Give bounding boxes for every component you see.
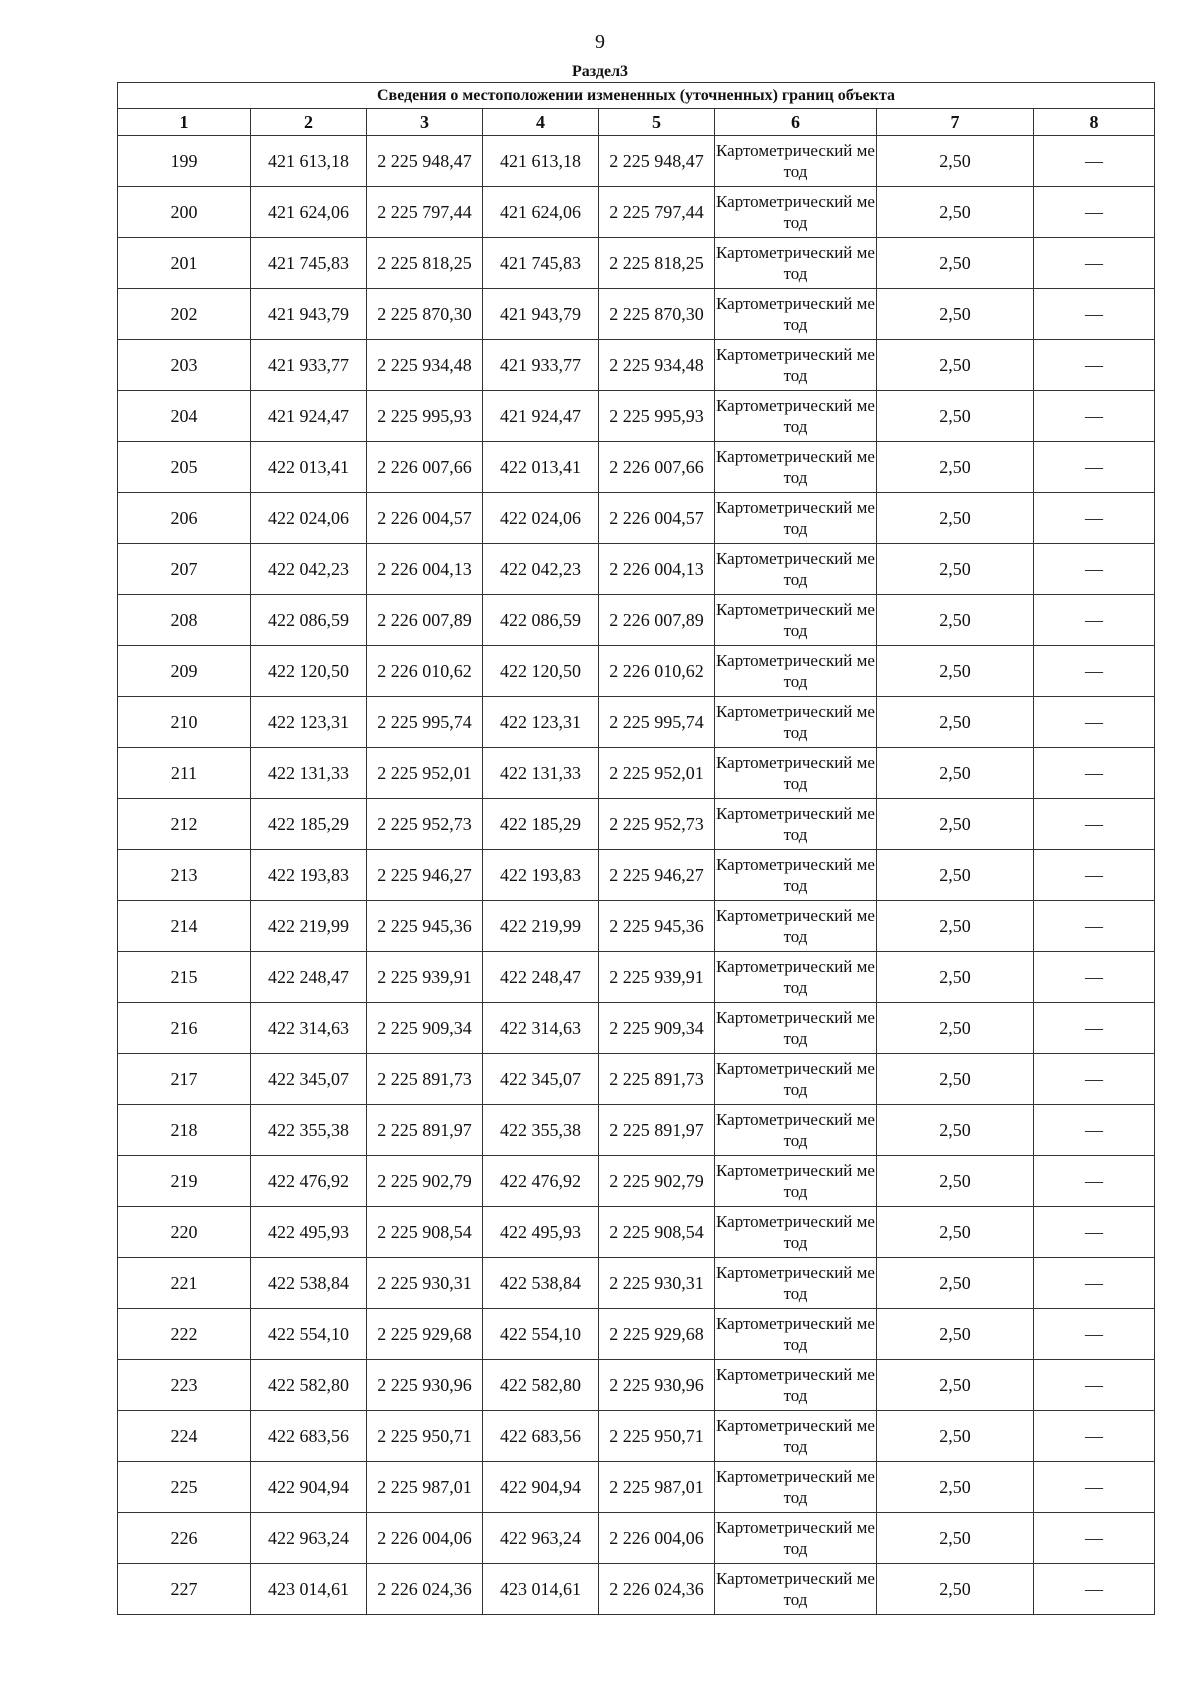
x-existing-cell: 422 345,07 [251,1054,367,1105]
table-row [118,850,1155,901]
x-existing-cell: 421 624,06 [251,187,367,238]
table-row [118,238,1155,289]
x-new-cell: 422 904,94 [483,1462,599,1513]
point-number-cell: 216 [118,1003,251,1054]
x-existing-cell: 421 613,18 [251,136,367,187]
point-number-cell: 207 [118,544,251,595]
method-cell: Картометрический метод [715,1207,877,1258]
y-existing-cell: 2 225 891,73 [367,1054,483,1105]
x-new-cell: 421 745,83 [483,238,599,289]
y-existing-cell: 2 225 891,97 [367,1105,483,1156]
y-new-cell: 2 226 004,57 [599,493,715,544]
table-row [118,952,1155,1003]
x-new-cell: 422 123,31 [483,697,599,748]
accuracy-cell: 2,50 [877,136,1034,187]
table-row [118,1258,1155,1309]
method-cell: Картометрический метод [715,595,877,646]
x-new-cell: 422 185,29 [483,799,599,850]
table-row [118,1462,1155,1513]
accuracy-cell: 2,50 [877,799,1034,850]
point-number-cell: 224 [118,1411,251,1462]
y-existing-cell: 2 225 952,73 [367,799,483,850]
y-existing-cell: 2 225 948,47 [367,136,483,187]
y-new-cell: 2 226 024,36 [599,1564,715,1615]
x-existing-cell: 422 582,80 [251,1360,367,1411]
note-cell: — [1034,646,1155,697]
y-new-cell: 2 225 934,48 [599,340,715,391]
accuracy-cell: 2,50 [877,289,1034,340]
y-new-cell: 2 225 950,71 [599,1411,715,1462]
x-new-cell: 422 024,06 [483,493,599,544]
table-row [118,442,1155,493]
table-row [118,748,1155,799]
note-cell: — [1034,187,1155,238]
x-new-cell: 422 582,80 [483,1360,599,1411]
point-number-cell: 204 [118,391,251,442]
note-cell: — [1034,1207,1155,1258]
boundary-coordinates-table [117,82,1155,1615]
x-new-cell: 423 014,61 [483,1564,599,1615]
accuracy-cell: 2,50 [877,1360,1034,1411]
method-cell: Картометрический метод [715,1105,877,1156]
y-new-cell: 2 225 930,96 [599,1360,715,1411]
method-cell: Картометрический метод [715,1054,877,1105]
accuracy-cell: 2,50 [877,391,1034,442]
x-existing-cell: 421 745,83 [251,238,367,289]
point-number-cell: 221 [118,1258,251,1309]
x-existing-cell: 422 538,84 [251,1258,367,1309]
note-cell: — [1034,1462,1155,1513]
table-body [118,136,1155,1615]
method-cell: Картометрический метод [715,646,877,697]
x-existing-cell: 422 013,41 [251,442,367,493]
point-number-cell: 215 [118,952,251,1003]
y-existing-cell: 2 226 024,36 [367,1564,483,1615]
y-existing-cell: 2 225 995,93 [367,391,483,442]
y-new-cell: 2 225 909,34 [599,1003,715,1054]
x-new-cell: 422 086,59 [483,595,599,646]
point-number-cell: 227 [118,1564,251,1615]
method-cell: Картометрический метод [715,391,877,442]
method-cell: Картометрический метод [715,136,877,187]
column-number-8: 8 [1034,109,1155,136]
method-cell: Картометрический метод [715,1003,877,1054]
x-existing-cell: 422 963,24 [251,1513,367,1564]
point-number-cell: 226 [118,1513,251,1564]
point-number-cell: 213 [118,850,251,901]
x-new-cell: 422 538,84 [483,1258,599,1309]
y-new-cell: 2 226 004,13 [599,544,715,595]
note-cell: — [1034,289,1155,340]
x-existing-cell: 422 120,50 [251,646,367,697]
table-row [118,136,1155,187]
y-existing-cell: 2 226 007,89 [367,595,483,646]
point-number-cell: 220 [118,1207,251,1258]
method-cell: Картометрический метод [715,187,877,238]
method-cell: Картометрический метод [715,1513,877,1564]
point-number-cell: 205 [118,442,251,493]
note-cell: — [1034,1309,1155,1360]
y-existing-cell: 2 225 909,34 [367,1003,483,1054]
note-cell: — [1034,748,1155,799]
table-row [118,697,1155,748]
method-cell: Картометрический метод [715,901,877,952]
x-existing-cell: 422 042,23 [251,544,367,595]
point-number-cell: 214 [118,901,251,952]
point-number-cell: 200 [118,187,251,238]
y-existing-cell: 2 225 908,54 [367,1207,483,1258]
x-new-cell: 422 193,83 [483,850,599,901]
x-existing-cell: 421 924,47 [251,391,367,442]
y-new-cell: 2 225 995,93 [599,391,715,442]
y-existing-cell: 2 225 952,01 [367,748,483,799]
method-cell: Картометрический метод [715,1462,877,1513]
table-row [118,187,1155,238]
y-existing-cell: 2 225 929,68 [367,1309,483,1360]
y-existing-cell: 2 225 934,48 [367,340,483,391]
table-row [118,1309,1155,1360]
accuracy-cell: 2,50 [877,850,1034,901]
x-new-cell: 421 943,79 [483,289,599,340]
method-cell: Картометрический метод [715,1156,877,1207]
point-number-cell: 212 [118,799,251,850]
note-cell: — [1034,697,1155,748]
y-new-cell: 2 225 939,91 [599,952,715,1003]
note-cell: — [1034,595,1155,646]
x-existing-cell: 422 086,59 [251,595,367,646]
accuracy-cell: 2,50 [877,697,1034,748]
note-cell: — [1034,1105,1155,1156]
y-existing-cell: 2 225 870,30 [367,289,483,340]
method-cell: Картометрический метод [715,289,877,340]
point-number-cell: 209 [118,646,251,697]
table-row [118,289,1155,340]
table-row [118,901,1155,952]
method-cell: Картометрический метод [715,1411,877,1462]
accuracy-cell: 2,50 [877,748,1034,799]
note-cell: — [1034,1258,1155,1309]
y-new-cell: 2 225 929,68 [599,1309,715,1360]
y-new-cell: 2 225 797,44 [599,187,715,238]
x-new-cell: 422 314,63 [483,1003,599,1054]
x-new-cell: 422 248,47 [483,952,599,1003]
x-existing-cell: 422 123,31 [251,697,367,748]
x-existing-cell: 422 024,06 [251,493,367,544]
table-row [118,1207,1155,1258]
x-new-cell: 422 042,23 [483,544,599,595]
y-new-cell: 2 226 007,66 [599,442,715,493]
x-new-cell: 422 013,41 [483,442,599,493]
y-new-cell: 2 226 010,62 [599,646,715,697]
table-row [118,544,1155,595]
method-cell: Картометрический метод [715,544,877,595]
y-existing-cell: 2 225 930,31 [367,1258,483,1309]
x-new-cell: 422 963,24 [483,1513,599,1564]
y-existing-cell: 2 226 007,66 [367,442,483,493]
x-new-cell: 422 131,33 [483,748,599,799]
accuracy-cell: 2,50 [877,1054,1034,1105]
x-new-cell: 421 613,18 [483,136,599,187]
y-new-cell: 2 225 945,36 [599,901,715,952]
x-existing-cell: 421 943,79 [251,289,367,340]
y-new-cell: 2 225 952,73 [599,799,715,850]
page-number: 9 [595,31,605,53]
x-existing-cell: 422 185,29 [251,799,367,850]
note-cell: — [1034,952,1155,1003]
y-new-cell: 2 226 004,06 [599,1513,715,1564]
y-existing-cell: 2 225 950,71 [367,1411,483,1462]
x-new-cell: 422 683,56 [483,1411,599,1462]
x-new-cell: 421 924,47 [483,391,599,442]
y-existing-cell: 2 225 995,74 [367,697,483,748]
point-number-cell: 203 [118,340,251,391]
x-existing-cell: 422 683,56 [251,1411,367,1462]
method-cell: Картометрический метод [715,442,877,493]
y-existing-cell: 2 225 939,91 [367,952,483,1003]
table-row [118,1054,1155,1105]
x-existing-cell: 422 554,10 [251,1309,367,1360]
point-number-cell: 225 [118,1462,251,1513]
y-existing-cell: 2 226 004,06 [367,1513,483,1564]
column-number-3: 3 [367,109,483,136]
note-cell: — [1034,1156,1155,1207]
note-cell: — [1034,1411,1155,1462]
y-new-cell: 2 225 987,01 [599,1462,715,1513]
method-cell: Картометрический метод [715,799,877,850]
method-cell: Картометрический метод [715,493,877,544]
note-cell: — [1034,1360,1155,1411]
x-new-cell: 422 345,07 [483,1054,599,1105]
note-cell: — [1034,442,1155,493]
accuracy-cell: 2,50 [877,493,1034,544]
x-existing-cell: 422 476,92 [251,1156,367,1207]
x-new-cell: 422 219,99 [483,901,599,952]
y-new-cell: 2 225 952,01 [599,748,715,799]
point-number-cell: 199 [118,136,251,187]
x-existing-cell: 422 248,47 [251,952,367,1003]
method-cell: Картометрический метод [715,952,877,1003]
accuracy-cell: 2,50 [877,1462,1034,1513]
x-existing-cell: 422 495,93 [251,1207,367,1258]
table-row [118,1411,1155,1462]
note-cell: — [1034,340,1155,391]
x-existing-cell: 422 314,63 [251,1003,367,1054]
y-existing-cell: 2 225 945,36 [367,901,483,952]
accuracy-cell: 2,50 [877,1105,1034,1156]
y-existing-cell: 2 226 010,62 [367,646,483,697]
x-existing-cell: 421 933,77 [251,340,367,391]
note-cell: — [1034,901,1155,952]
y-new-cell: 2 225 995,74 [599,697,715,748]
point-number-cell: 206 [118,493,251,544]
y-new-cell: 2 225 891,97 [599,1105,715,1156]
table-row [118,595,1155,646]
y-existing-cell: 2 226 004,57 [367,493,483,544]
note-cell: — [1034,391,1155,442]
y-new-cell: 2 225 870,30 [599,289,715,340]
y-new-cell: 2 225 946,27 [599,850,715,901]
method-cell: Картометрический метод [715,1360,877,1411]
y-new-cell: 2 225 891,73 [599,1054,715,1105]
accuracy-cell: 2,50 [877,1207,1034,1258]
y-existing-cell: 2 226 004,13 [367,544,483,595]
point-number-cell: 201 [118,238,251,289]
table-row [118,799,1155,850]
table-row [118,1003,1155,1054]
column-number-6: 6 [715,109,877,136]
x-existing-cell: 422 219,99 [251,901,367,952]
table-row [118,1156,1155,1207]
accuracy-cell: 2,50 [877,595,1034,646]
accuracy-cell: 2,50 [877,1003,1034,1054]
accuracy-cell: 2,50 [877,1564,1034,1615]
y-new-cell: 2 225 818,25 [599,238,715,289]
method-cell: Картометрический метод [715,238,877,289]
x-new-cell: 422 476,92 [483,1156,599,1207]
table-row [118,493,1155,544]
y-existing-cell: 2 225 987,01 [367,1462,483,1513]
point-number-cell: 218 [118,1105,251,1156]
y-existing-cell: 2 225 797,44 [367,187,483,238]
point-number-cell: 208 [118,595,251,646]
column-number-7: 7 [877,109,1034,136]
accuracy-cell: 2,50 [877,901,1034,952]
accuracy-cell: 2,50 [877,1309,1034,1360]
accuracy-cell: 2,50 [877,238,1034,289]
x-new-cell: 422 554,10 [483,1309,599,1360]
note-cell: — [1034,493,1155,544]
table-caption: Сведения о местоположении измененных (уточненных) границ объекта [118,83,1155,109]
accuracy-cell: 2,50 [877,187,1034,238]
method-cell: Картометрический метод [715,1564,877,1615]
table-row [118,1105,1155,1156]
y-new-cell: 2 225 908,54 [599,1207,715,1258]
column-number-4: 4 [483,109,599,136]
y-new-cell: 2 226 007,89 [599,595,715,646]
y-existing-cell: 2 225 930,96 [367,1360,483,1411]
note-cell: — [1034,1513,1155,1564]
x-existing-cell: 422 131,33 [251,748,367,799]
method-cell: Картометрический метод [715,340,877,391]
table-row [118,1564,1155,1615]
point-number-cell: 210 [118,697,251,748]
x-new-cell: 421 624,06 [483,187,599,238]
note-cell: — [1034,238,1155,289]
method-cell: Картометрический метод [715,1309,877,1360]
note-cell: — [1034,1564,1155,1615]
table-row [118,1360,1155,1411]
note-cell: — [1034,544,1155,595]
x-existing-cell: 422 355,38 [251,1105,367,1156]
note-cell: — [1034,1003,1155,1054]
x-existing-cell: 422 193,83 [251,850,367,901]
y-existing-cell: 2 225 902,79 [367,1156,483,1207]
note-cell: — [1034,799,1155,850]
point-number-cell: 223 [118,1360,251,1411]
column-number-5: 5 [599,109,715,136]
y-existing-cell: 2 225 946,27 [367,850,483,901]
method-cell: Картометрический метод [715,1258,877,1309]
method-cell: Картометрический метод [715,748,877,799]
accuracy-cell: 2,50 [877,442,1034,493]
x-new-cell: 422 495,93 [483,1207,599,1258]
table-row [118,646,1155,697]
accuracy-cell: 2,50 [877,646,1034,697]
x-existing-cell: 422 904,94 [251,1462,367,1513]
note-cell: — [1034,850,1155,901]
table-row [118,391,1155,442]
method-cell: Картометрический метод [715,850,877,901]
accuracy-cell: 2,50 [877,544,1034,595]
y-existing-cell: 2 225 818,25 [367,238,483,289]
section-title: Раздел3 [571,63,629,80]
table-row [118,340,1155,391]
table-row [118,1513,1155,1564]
x-new-cell: 422 355,38 [483,1105,599,1156]
accuracy-cell: 2,50 [877,340,1034,391]
accuracy-cell: 2,50 [877,952,1034,1003]
accuracy-cell: 2,50 [877,1258,1034,1309]
accuracy-cell: 2,50 [877,1411,1034,1462]
accuracy-cell: 2,50 [877,1156,1034,1207]
y-new-cell: 2 225 948,47 [599,136,715,187]
column-number-row [118,109,1155,136]
note-cell: — [1034,136,1155,187]
point-number-cell: 222 [118,1309,251,1360]
accuracy-cell: 2,50 [877,1513,1034,1564]
note-cell: — [1034,1054,1155,1105]
x-new-cell: 421 933,77 [483,340,599,391]
y-new-cell: 2 225 930,31 [599,1258,715,1309]
column-number-2: 2 [251,109,367,136]
y-new-cell: 2 225 902,79 [599,1156,715,1207]
point-number-cell: 219 [118,1156,251,1207]
point-number-cell: 211 [118,748,251,799]
point-number-cell: 217 [118,1054,251,1105]
x-new-cell: 422 120,50 [483,646,599,697]
method-cell: Картометрический метод [715,697,877,748]
point-number-cell: 202 [118,289,251,340]
column-number-1: 1 [118,109,251,136]
x-existing-cell: 423 014,61 [251,1564,367,1615]
